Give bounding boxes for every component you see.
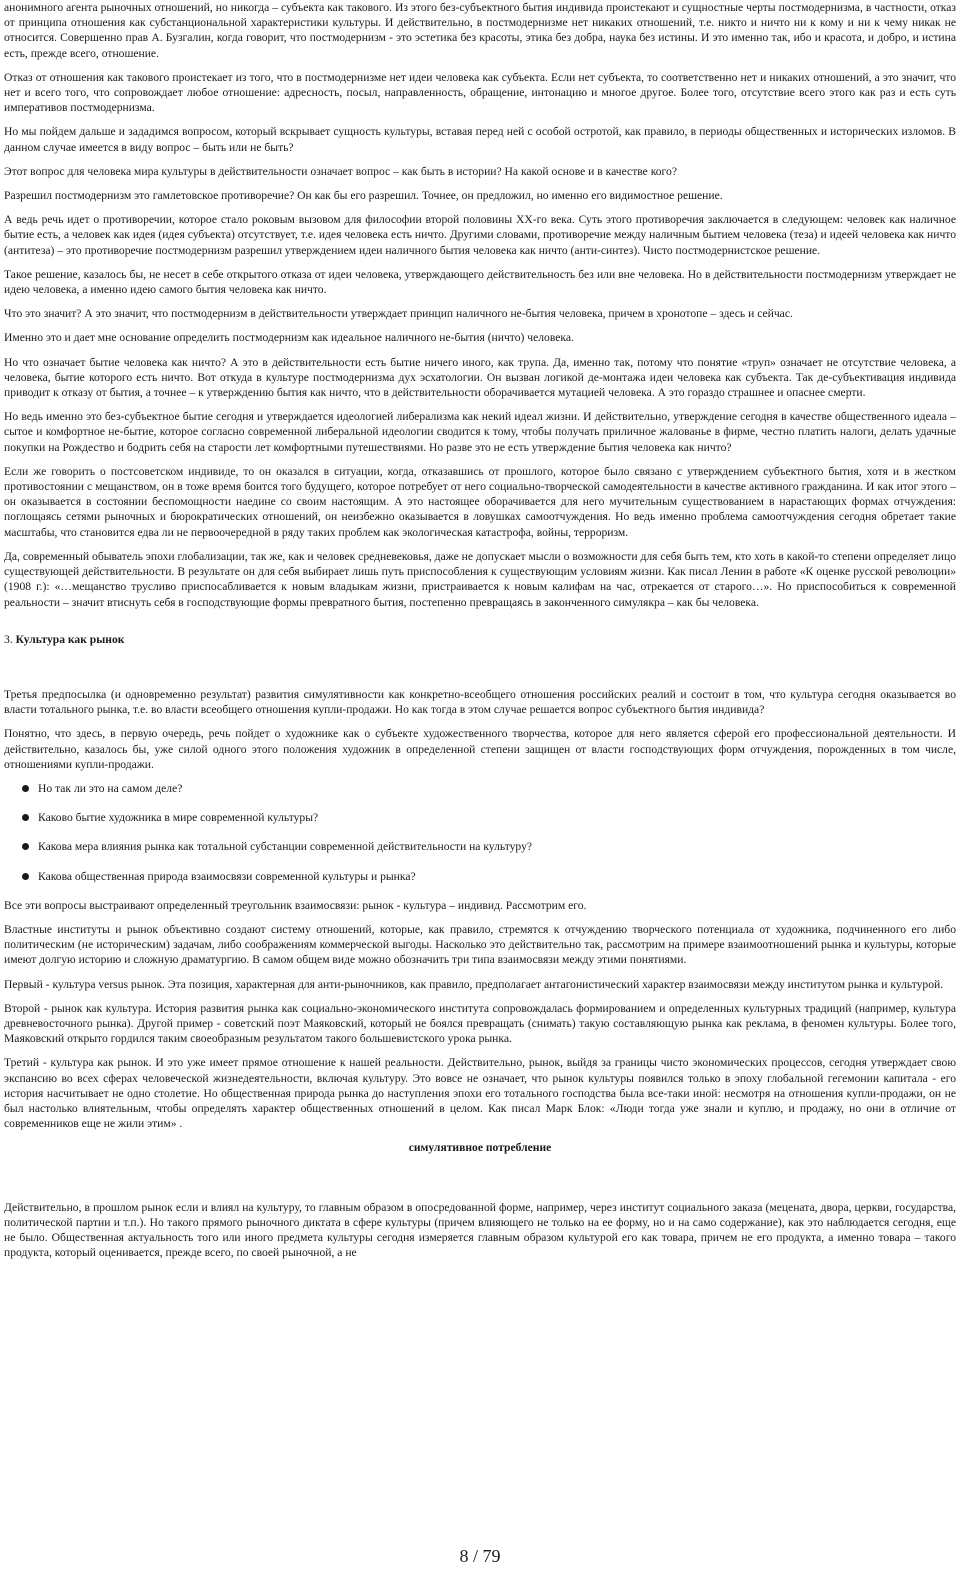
paragraph: Этот вопрос для человека мира культуры в действительности означает вопрос – как быть в истории? На какой основе и в качестве кого? [4, 164, 677, 178]
bullet-icon [22, 785, 29, 792]
paragraph: Третья предпосылка (и одновременно результат) развития симулятивности как конкретно-всеобщего отношения российских реалий и состоит в том, что культура сегодня оказывается во власти тотального рынка, т.е. во власти всеобщего отношения купли-продажи. Но как тогда в этом случае решается вопрос субъектного бытия индивида? [4, 687, 956, 717]
paragraph: анонимного агента рыночных отношений, но никогда – субъекта как такового. Из этого без-субъектного бытия индивида проистекают и сущностные черты постмодернизма, в частности, отказ от принципа отношения как субстанциональной характеристики культуры. И действительно, в постмодернизме нет никаких отношений, т.е. никто и ничто ни к кому и ни к чему никак не относится. Совершенно прав А. Бузгалин, когда говорит, что постмодернизм - это эстетика без красоты, этика без добра, наука без истины. И это именно так, ибо и красота, и добро, и истина есть, прежде всего, отношение. [4, 1, 956, 60]
paragraph: Властные институты и рынок объективно создают систему отношений, которые, как правило, стремятся к отчуждению творческого потенциала от художника, подчиненного его либо политическим (не историческим) задачам, либо соображениям коммерческой выгоды. Насколько это действительно так, рассмотрим на примере взаимоотношений рынка и культуры, которые имеют долгую историю и сложную драматургию. В самом общем виде можно обозначить три типа взаимосвязи между этими понятиями. [4, 922, 956, 967]
list-item-text: Какова общественная природа взаимосвязи современной культуры и рынка? [38, 869, 416, 883]
list-item [38, 810, 956, 825]
paragraph: Третий - культура как рынок. И это уже имеет прямое отношение к нашей реальности. Действительно, рынок, выйдя за границы чисто экономических процессов, сегодня утверждает свою экспансию во всех сферах человеческой жизнедеятельности, включая культуру. Это вовсе не означает, что рынок культуры появился только в эпоху глобальной гегемонии капитала - его история насчитывает не одно столетие. Но общественная природа рынка до наступления эпохи его тотального господства была все-таки иной: несмотря на отношения купли-продажи, он не был настолько влиятельным, чтобы определять характер общественных отношений в целом. Как писал Марк Блок: «Люди тогда уже знали и куплю, и продажу, но они в отличие от современников еще не жили этим» . [4, 1056, 956, 1131]
paragraph: Такое решение, казалось бы, не несет в себе открытого отказа от идеи человека, утверждающего действительность без или вне человека. Но в действительности постмодернизм утверждает не идею человека, а именно идею самого бытия человека как ничто. [4, 267, 956, 297]
paragraph: Что это значит? А это значит, что постмодернизм в действительности утверждает принцип наличного не-бытия человека, причем в хронотопе – здесь и сейчас. [4, 307, 793, 321]
paragraph: Если же говорить о постсоветском индивиде, то он оказался в ситуации, когда, отказавшись от прошлого, которое было связано с утверждением субъектного бытия, хотя и в жестком противостоянии с мещанством, он в тоже время боится того будущего, которое потребует от него социально-творческой самодеятельности в качестве активного гражданина. И как итог этого – он оказывается в состоянии беспомощности наедине со своим настоящим. А это настоящее оборачивается для него мучительным существованием в нарастающих формах отчуждения: поглощаясь сетями рыночных и бюрократических отношений, он неизбежно оказывается в ловушках самоотчуждения. Но ведь именно проблема самоотчуждения сегодня обретает такие масштабы, что становится едва ли не первоочередной в ряду таких проблем как экологическая катастрофа, войны, терроризм. [4, 464, 956, 539]
list-item-text: Какова мера влияния рынка как тотальной субстанции современной действительности на культуру? [38, 840, 533, 854]
paragraph: Да, современный обыватель эпохи глобализации, так же, как и человек средневековья, даже не допускает мысли о возможности для себя быть тем, кто хоть в какой-то степени определяет лицо существующей действительности. В результате он для себя выбирает лишь путь приспособления к существующим условиям жизни. Как писал Ленин в работе «К оценке русской революции» (1908 г.): «…мещанство трусливо приспосабливается к новым владыкам жизни, пристраивается к новым калифам на час, отрекается от старого…». Но приспособиться к современной реальности – значит втиснуть себя в господствующие формы превратного бытия, постепенно превращаясь в законченного симулякра – как бы человека. [4, 549, 956, 609]
paragraph: Действительно, в прошлом рынок если и влиял на культуру, то главным образом в опосредованной форме, например, через институт социального заказа (мецената, двора, церкви, государства, политической партии и т.п.). Но такого прямого рыночного диктата в сфере культуры (причем влияющего не только на ее форму, но и на само содержание), как это наблюдается сегодня, еще не было. Общественная актуальность того или иного предмета культуры сегодня измеряется главным образом культурой его как товара, причем не его продукта, а именно товара – такого продукта, который оценивается, прежде всего, по своей рыночной, а не [4, 1200, 956, 1260]
paragraph: Но мы пойдем дальше и зададимся вопросом, который вскрывает сущность культуры, вставая перед ней с особой остротой, как правило, в периоды общественных и исторических изломов. В данном случае имеется в виду вопрос – быть или не быть? [4, 125, 956, 154]
section-heading [4, 632, 956, 647]
list-item-text: Но так ли это на самом деле? [38, 781, 183, 795]
bullet-icon [22, 843, 29, 850]
section-title: Культура как рынок [15, 632, 125, 646]
paragraph: Разрешил постмодернизм это гамлетовское противоречие? Он как бы его разрешил. Точнее, он предложил, но именно его видимостное решение. [4, 189, 723, 203]
paragraph: Все эти вопросы выстраивают определенный треугольник взаимосвязи: рынок - культура – индивид. Рассмотрим его. [4, 898, 587, 912]
paragraph: Именно это и дает мне основание определить постмодернизм как идеальное наличного не-бытия (ничто) человека. [4, 331, 574, 345]
list-item [38, 839, 956, 854]
bullet-icon [22, 873, 29, 880]
page-indicator: 8 / 79 [459, 1546, 501, 1566]
paragraph: Отказ от отношения как такового проистекает из того, что в постмодернизме нет идеи человека как субъекта. Если нет субъекта, то соответственно нет и никаких отношений, а это значит, что нет и всего того, что сопровождает любое отношение: адресность, посыл, направленность, обращение, интонацию и многое другое. Более того, отсутствие всего этого как раз и есть суть императивов постмодернизма. [4, 70, 956, 115]
section-number: 3. [4, 632, 13, 646]
subsection-heading: симулятивное потребление [408, 1141, 552, 1155]
paragraph: Первый - культура versus рынок. Эта позиция, характерная для анти-рыночников, как правило, предполагает антагонистический характер взаимосвязи между институтом рынка и культурой. [4, 977, 944, 991]
paragraph: Второй - рынок как культура. История развития рынка как социально-экономического института сопровождалась формированием и определенных культурных традиций (например, культура древневосточного рынка). Другой пример - советский поэт Маяковский, который не боялся превращать (снимать) такую составляющую рынка как реклама, в феномен культуры. Более того, Маяковский открыто гордился таким своеобразным результатом такого большевистского урока рынка. [4, 1001, 956, 1046]
bullet-icon [22, 814, 29, 821]
list-item [38, 781, 956, 796]
paragraph: Но ведь именно это без-субъектное бытие сегодня и утверждается идеологией либерализма как некий идеал жизни. И действительно, утверждение сегодня в качестве общественного идеала – сытое и комфортное не-бытие, которое согласно современной либеральной идеологии сводится к тому, чтобы получать приличное жалованье в фирме, честно платить налоги, делать удачные покупки на Рождество и бодрить себя на старости лет комфортными путешествиями. Но разве это не есть утверждение бытия человека как ничто? [4, 410, 956, 454]
paragraph: Но что означает бытие человека как ничто? А это в действительности есть бытие ничего иного, как трупа. Да, именно так, потому что понятие «труп» означает не отсутствие человека, а человека, бытие которого есть ничто. Вот откуда в культуре постмодернизма дух эсхатологии. Он вызван логикой де-монтажа идеи человека как субъекта. Так де-субъективация индивида приводит к отказу от бытия, а точнее – к утверждению бытия как ничто, что в действительности оборачивается мутацией человека. А это гораздо страшнее и опаснее смерти. [4, 355, 956, 400]
question-list [4, 781, 956, 884]
list-item [38, 869, 956, 884]
paragraph: Понятно, что здесь, в первую очередь, речь пойдет о художнике как о субъекте художественного творчества, которое для него является сферой его профессиональной деятельности. И действительно, казалось бы, уже силой одного этого положения художник в определенной степени защищен от власти господствующих форм отчуждения, порожденных в том числе, отношениями купли-продажи. [4, 727, 956, 771]
paragraph: А ведь речь идет о противоречии, которое стало роковым вызовом для философии второй половины ХХ-го века. Суть этого противоречия заключается в следующем: человек как наличное бытие есть, а человек как идея (идея субъекта) отсутствует, т.е. идея человека есть ничто. Другими словами, противоречие между наличным бытием человека (теза) и идеей человека как ничто (антитеза) – это противоречие постмодернизм разрешил утверждением идеи наличного бытия человека как ничто (анти-синтез). Чисто постмодернистское решение. [4, 213, 956, 257]
list-item-text: Каково бытие художника в мире современной культуры? [38, 811, 319, 825]
